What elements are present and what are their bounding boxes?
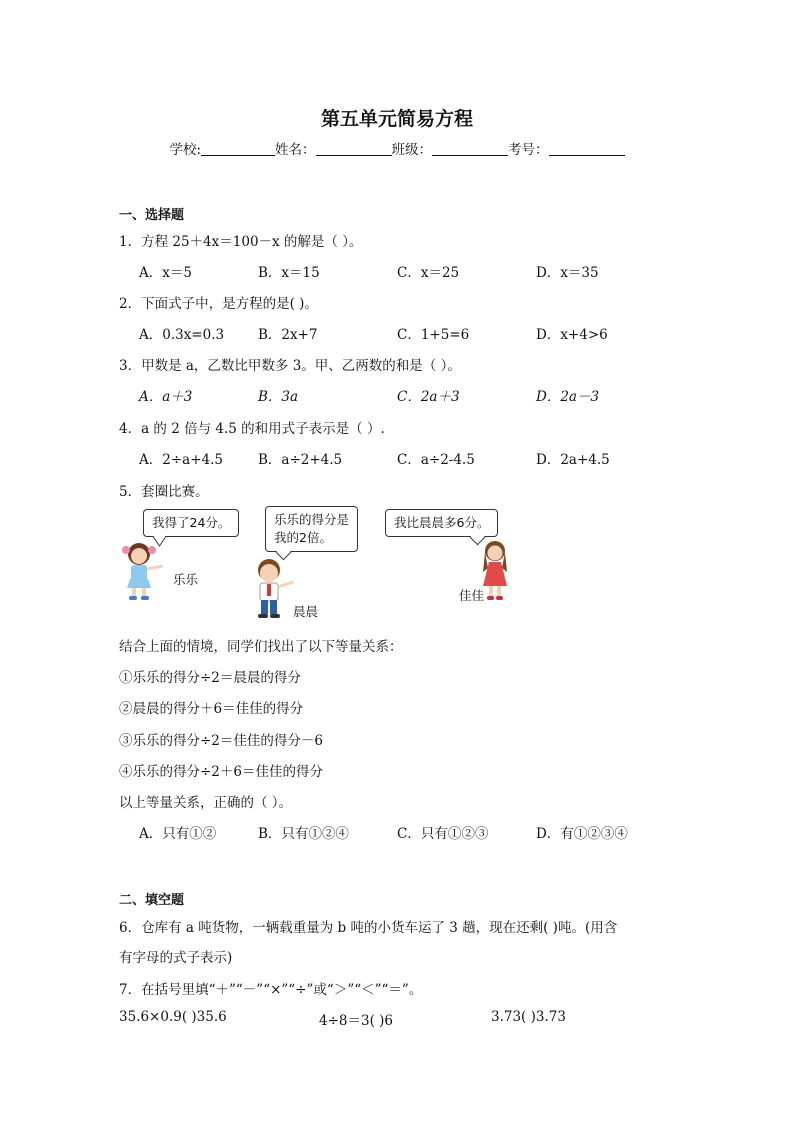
question-5-stem: 5．套圈比赛。	[119, 484, 209, 500]
q3-option-d[interactable]: D．2a－3	[536, 389, 600, 405]
relation-3: ③乐乐的得分÷2＝佳佳的得分－6	[119, 733, 323, 749]
question-3-stem: 3．甲数是 a，乙数比甲数多 3。甲、乙两数的和是（ ）。	[119, 358, 461, 374]
speech-bubble-jiajia: 我比晨晨多6分。	[385, 509, 498, 537]
question-4-stem: 4．a 的 2 倍与 4.5 的和用式子表示是（ ）.	[119, 421, 385, 437]
q4-option-c[interactable]: C．a÷2-4.5	[397, 452, 475, 468]
q4-option-d[interactable]: D．2a+4.5	[536, 452, 610, 468]
q4-option-a[interactable]: A．2÷a+4.5	[139, 452, 223, 468]
q1-option-a[interactable]: A．x＝5	[139, 265, 192, 281]
name-label: 姓名：	[275, 142, 316, 158]
question-5-question: 以上等量关系，正确的（ ）。	[119, 795, 293, 811]
q3-option-c[interactable]: C．2a＋3	[397, 389, 460, 405]
section-1-heading: 一、选择题	[119, 208, 185, 223]
student-info-line	[0, 138, 794, 158]
page-title: 第五单元简易方程	[320, 108, 473, 130]
relation-4: ④乐乐的得分÷2＋6＝佳佳的得分	[119, 764, 323, 780]
q7-item-2[interactable]: 4÷8＝3( )6	[319, 1013, 393, 1029]
relation-2: ②晨晨的得分＋6＝佳佳的得分	[119, 701, 304, 717]
q5-option-c[interactable]: C．只有①②③	[397, 826, 489, 842]
q5-option-a[interactable]: A．只有①②	[139, 826, 217, 842]
q1-option-b[interactable]: B．x＝15	[258, 265, 320, 281]
question-6-line-2: 有字母的式子表示)	[119, 950, 233, 966]
q3-option-a[interactable]: A．a＋3	[139, 389, 193, 405]
question-2-stem: 2．下面式子中，是方程的是( )。	[119, 296, 318, 312]
question-6-line-1: 6．仓库有 a 吨货物，一辆载重量为 b 吨的小货车运了 3 趟，现在还剩( )吨。(用含	[119, 920, 618, 936]
q5-option-d[interactable]: D．有①②③④	[536, 826, 628, 842]
q4-option-b[interactable]: B．a÷2+4.5	[258, 452, 343, 468]
question-1-stem: 1．方程 25＋4x＝100－x 的解是（ ）。	[119, 234, 363, 250]
q1-option-d[interactable]: D．x＝35	[536, 265, 599, 281]
relation-1: ①乐乐的得分÷2＝晨晨的得分	[119, 670, 301, 686]
name-label-lele: 乐乐	[173, 572, 199, 587]
question-7-stem: 7．在括号里填“＋”“－”“×”“÷”或“＞”“＜”“＝”。	[119, 982, 423, 998]
class-blank[interactable]	[432, 141, 508, 156]
speech-bubble-lele: 我得了24分。	[143, 509, 239, 537]
name-label-jiajia: 佳佳	[459, 588, 485, 603]
boy-chenchen-icon	[247, 554, 299, 622]
section-2-heading: 二、填空题	[119, 893, 185, 908]
q5-option-b[interactable]: B．只有①②④	[258, 826, 349, 842]
ring-toss-illustration	[115, 504, 515, 624]
q7-item-1[interactable]: 35.6×0.9( )35.6	[119, 1009, 227, 1025]
school-label: 学校:	[169, 142, 202, 158]
speech-bubble-chenchen: 乐乐的得分是 我的2倍。	[265, 506, 358, 552]
q7-item-3[interactable]: 3.73( )3.73	[491, 1009, 566, 1025]
number-label: 考号：	[508, 142, 549, 158]
q2-option-b[interactable]: B．2x+7	[258, 327, 318, 343]
q1-option-c[interactable]: C．x＝25	[397, 265, 460, 281]
girl-lele-icon	[119, 538, 169, 602]
name-label-chenchen: 晨晨	[293, 604, 319, 619]
number-blank[interactable]	[549, 141, 625, 156]
name-blank[interactable]	[316, 141, 392, 156]
q3-option-b[interactable]: B．3a	[258, 389, 299, 405]
q2-option-a[interactable]: A．0.3x=0.3	[139, 327, 225, 343]
question-5-intro: 结合上面的情境，同学们找出了以下等量关系：	[119, 639, 403, 655]
q2-option-d[interactable]: D．x+4>6	[536, 327, 608, 343]
class-label: 班级：	[391, 142, 433, 158]
q2-option-c[interactable]: C．1+5=6	[397, 327, 470, 343]
school-blank[interactable]	[201, 141, 275, 156]
